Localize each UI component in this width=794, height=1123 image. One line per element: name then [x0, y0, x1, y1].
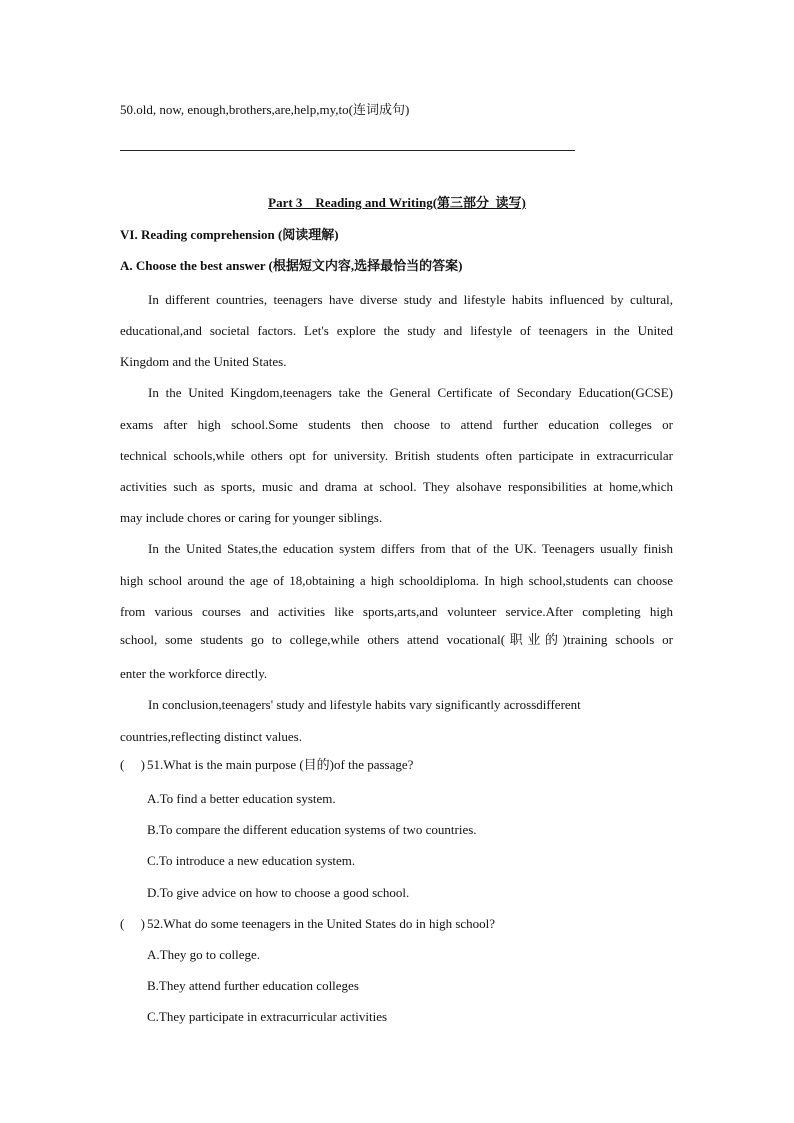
passage-p3-line2: high school around the age of 18,obtaining a high schooldiploma. In high school,students can choose: [120, 573, 673, 588]
answer-blank-51[interactable]: ( ): [120, 757, 145, 772]
option-52-c: C.They participate in extracurricular activities: [147, 1009, 388, 1024]
passage-p3-line4: school, some students go to college,while others attend vocational(职业的)training schools or: [120, 632, 673, 647]
option-52-b: B.They attend further education colleges: [147, 978, 359, 993]
section-title: VI. Reading comprehension (阅读理解): [120, 227, 339, 242]
passage-p3-line5: enter the workforce directly.: [120, 666, 268, 681]
passage-p3-line1: In the United States,the education system differs from that of the UK. Teenagers usually finish: [148, 541, 673, 556]
part-title: Part 3 Reading and Writing(第三部分 读写): [268, 195, 526, 210]
option-51-a: A.To find a better education system.: [147, 791, 336, 806]
question-52: 52.What do some teenagers in the United States do in high school?: [147, 916, 496, 931]
passage-p2-line4: activities such as sports, music and drama at school. They alsohave responsibilities at home,which: [120, 479, 673, 494]
passage-p2-line5: may include chores or caring for younger siblings.: [120, 510, 383, 525]
option-51-d: D.To give advice on how to choose a good school.: [147, 885, 410, 900]
passage-p2-line2: exams after high school.Some students then choose to attend further education colleges or: [120, 417, 673, 432]
passage-p4-line2: countries,reflecting distinct values.: [120, 729, 302, 744]
answer-blank-52[interactable]: ( ): [120, 916, 145, 931]
option-51-c: C.To introduce a new education system.: [147, 853, 356, 868]
passage-p1-line3: Kingdom and the United States.: [120, 354, 287, 369]
passage-p1-line1: In different countries, teenagers have diverse study and lifestyle habits influenced by cultural,: [148, 292, 673, 307]
question-50: 50.old, now, enough,brothers,are,help,my,to(连词成句): [120, 102, 410, 117]
answer-line[interactable]: [120, 150, 575, 151]
option-52-a: A.They go to college.: [147, 947, 260, 962]
subsection-title: A. Choose the best answer (根据短文内容,选择最恰当的答案): [120, 258, 463, 273]
passage-p3-line3: from various courses and activities like sports,arts,and volunteer service.After completing high: [120, 604, 673, 619]
passage-p1-line2: educational,and societal factors. Let's explore the study and lifestyle of teenagers in the United: [120, 323, 673, 338]
passage-p2-line1: In the United Kingdom,teenagers take the General Certificate of Secondary Education(GCSE): [148, 385, 673, 400]
option-51-b: B.To compare the different education systems of two countries.: [147, 822, 477, 837]
question-51: 51.What is the main purpose (目的)of the passage?: [147, 757, 414, 772]
passage-p2-line3: technical schools,while others opt for university. British students often participate in extracurricular: [120, 448, 673, 463]
passage-p4-line1: In conclusion,teenagers' study and lifestyle habits vary significantly acrossdifferent: [148, 697, 581, 712]
